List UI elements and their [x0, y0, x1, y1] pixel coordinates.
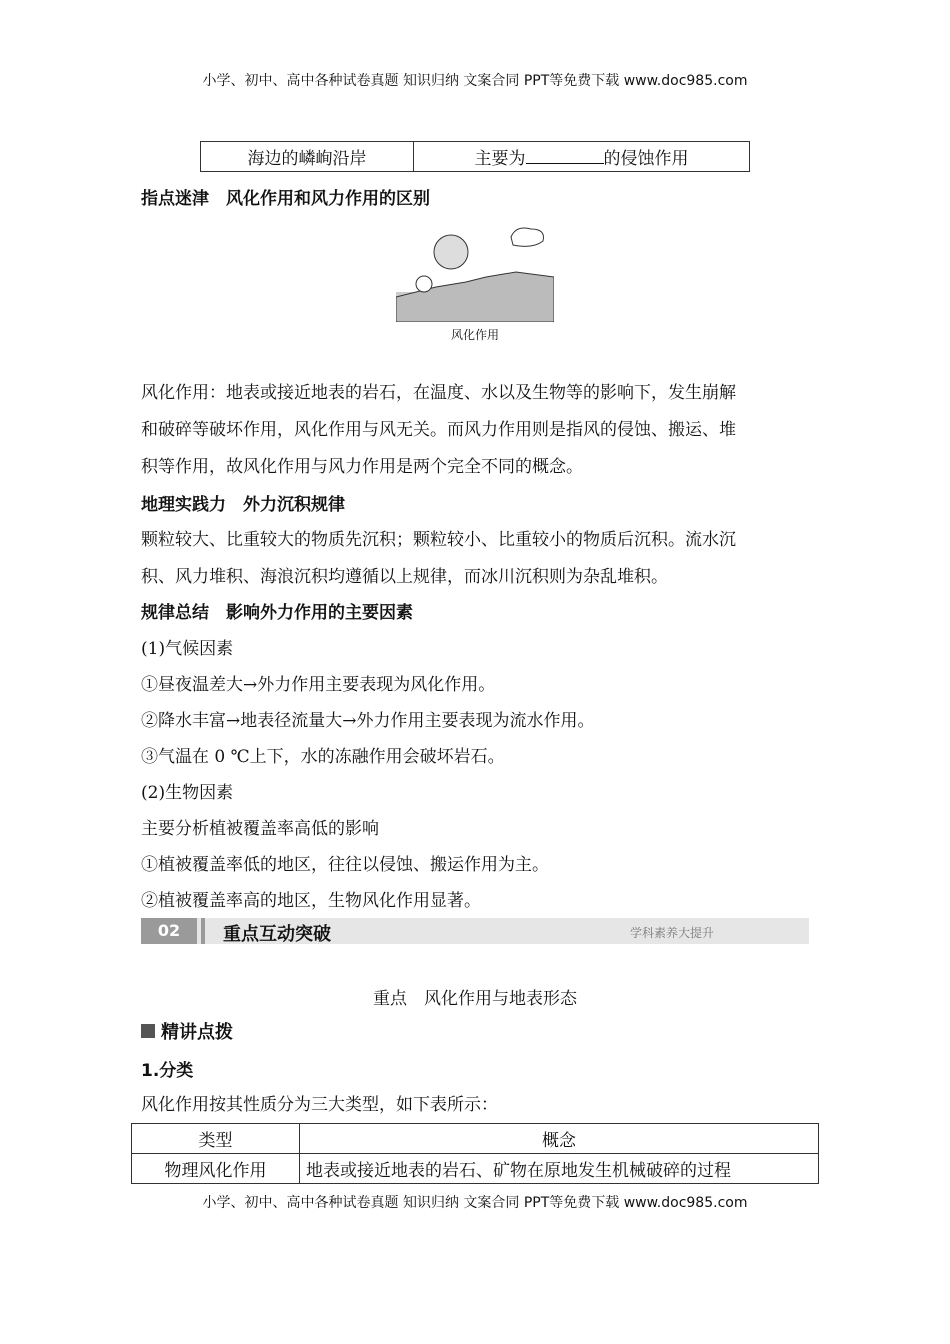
list-item: ②降水丰富→地表径流量大→外力作用主要表现为流水作用。 — [141, 711, 595, 731]
section-number: 02 — [141, 918, 197, 944]
list-item: ①植被覆盖率低的地区，往往以侵蚀、搬运作用为主。 — [141, 855, 549, 875]
para1-line: 积等作用，故风化作用与风力作用是两个完全不同的概念。 — [141, 457, 583, 477]
list-item: ③气温在 0 ℃上下，水的冻融作用会破坏岩石。 — [141, 747, 505, 767]
list-item: 主要分析植被覆盖率高低的影响 — [141, 819, 379, 839]
cell: 地表或接近地表的岩石、矿物在原地发生机械破碎的过程 — [300, 1154, 819, 1184]
type-table — [131, 1123, 819, 1184]
list-item: (1)气候因素 — [141, 639, 234, 659]
section-banner — [141, 918, 809, 944]
key-title: 重点 风化作用与地表形态 — [373, 989, 577, 1009]
para1-line: 风化作用：地表或接近地表的岩石，在温度、水以及生物等的影响下，发生崩解 — [141, 383, 736, 403]
fill-blank — [526, 147, 604, 164]
sub-heading: 1.分类 — [141, 1061, 194, 1081]
cell-text: 主要为 — [474, 149, 526, 169]
subsection-title — [141, 1018, 233, 1044]
list-item: (2)生物因素 — [141, 783, 234, 803]
section-marker-icon — [141, 1024, 155, 1038]
list-item: ①昼夜温差大→外力作用主要表现为风化作用。 — [141, 675, 496, 695]
cell — [414, 142, 750, 172]
section-subtitle: 学科素养大提升 — [629, 926, 714, 940]
tip-title: 指点迷津 风化作用和风力作用的区别 — [141, 189, 430, 209]
para1-line: 和破碎等破坏作用，风化作用与风无关。而风力作用则是指风的侵蚀、搬运、堆 — [141, 420, 736, 440]
header-cell: 类型 — [132, 1124, 300, 1154]
para2-line: 积、风力堆积、海浪沉积均遵循以上规律，而冰川沉积则为杂乱堆积。 — [141, 567, 668, 587]
cell: 物理风化作用 — [132, 1154, 300, 1184]
page-footer: 小学、初中、高中各种试卷真题 知识归纳 文案合同 PPT等免费下载 www.doc985.com — [202, 1195, 748, 1211]
rule-title: 规律总结 影响外力作用的主要因素 — [141, 603, 413, 623]
cell-text: 的侵蚀作用 — [603, 149, 689, 169]
divider — [201, 918, 205, 944]
figure-caption: 风化作用 — [450, 328, 499, 342]
intro-text: 风化作用按其性质分为三大类型，如下表所示： — [141, 1095, 498, 1115]
section-title: 重点互动突破 — [223, 924, 331, 945]
practice-title: 地理实践力 外力沉积规律 — [141, 495, 345, 515]
list-item: ②植被覆盖率高的地区，生物风化作用显著。 — [141, 891, 481, 911]
page-header: 小学、初中、高中各种试卷真题 知识归纳 文案合同 PPT等免费下载 www.doc985.com — [202, 73, 748, 89]
para2-line: 颗粒较大、比重较大的物质先沉积；颗粒较小、比重较小的物质后沉积。流水沉 — [141, 530, 736, 550]
cell: 海边的嶙峋沿岸 — [201, 142, 414, 172]
subsection-label: 精讲点拨 — [161, 1022, 233, 1043]
header-cell: 概念 — [300, 1124, 819, 1154]
weathering-figure — [396, 222, 554, 342]
top-table — [200, 141, 750, 172]
weathering-illustration-icon — [396, 222, 554, 322]
